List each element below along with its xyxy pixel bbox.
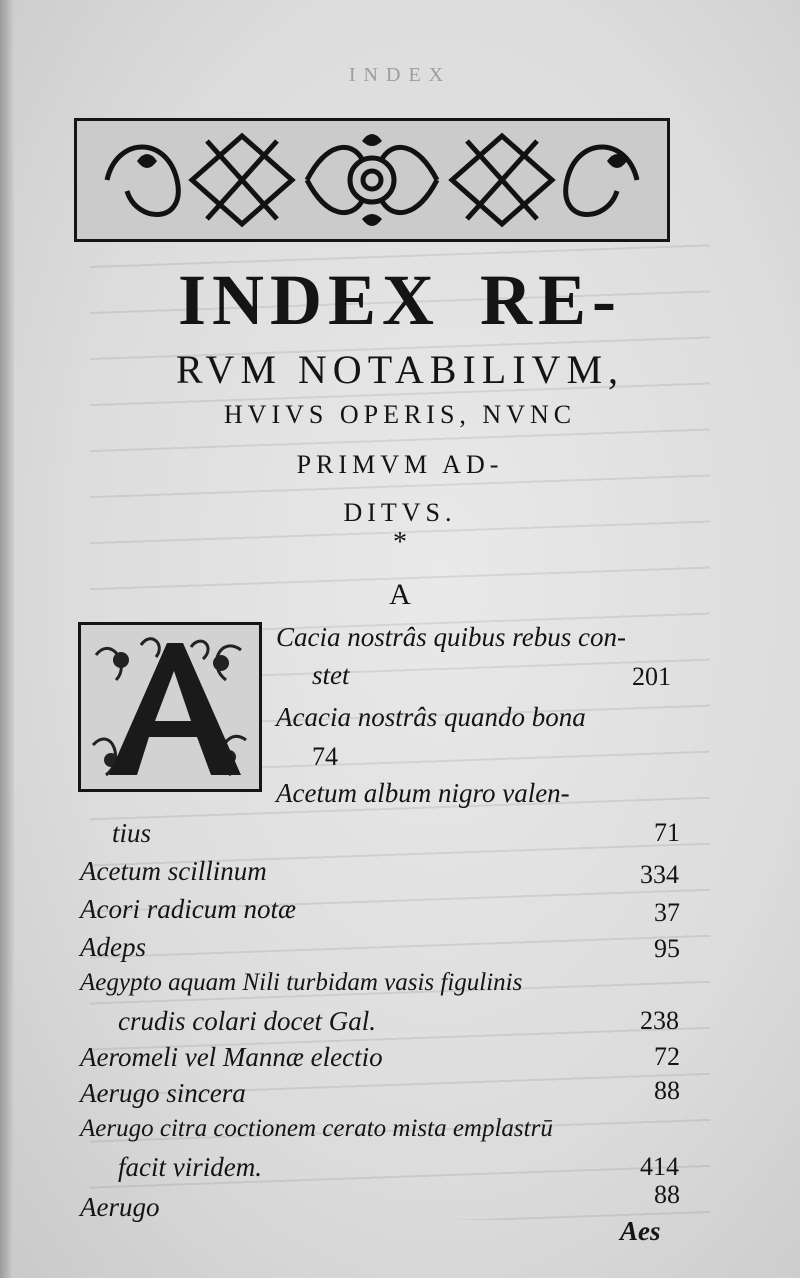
entry-6-page: 95 xyxy=(654,934,680,963)
entry-1-line-1: Cacia nostrâs quibus rebus con- xyxy=(276,622,626,652)
decorated-initial-a xyxy=(78,622,262,792)
entry-10-line-1: Aerugo citra coctionem cerato mista emplastrū xyxy=(80,1115,553,1142)
entry-7-line-2: crudis colari docet Gal. xyxy=(118,1006,376,1036)
entry-2-page: 74 xyxy=(312,742,338,771)
page-edge-shadow xyxy=(0,0,14,1278)
entry-8-page: 72 xyxy=(654,1042,680,1071)
entry-7-page: 238 xyxy=(640,1006,679,1035)
title-line-4: PRIMVM AD- xyxy=(296,450,504,479)
title-line-3: HVIVS OPERIS, NVNC xyxy=(223,400,577,429)
running-head: INDEX xyxy=(348,64,452,86)
title-word-re: RE- xyxy=(480,260,623,340)
entry-11-line-1: Aerugo xyxy=(80,1192,160,1222)
entry-9-page: 88 xyxy=(654,1076,680,1105)
title-line-5: DITVS. xyxy=(343,498,457,527)
entry-4-line-1: Acetum scillinum xyxy=(80,856,267,886)
catchword: Aes xyxy=(620,1216,661,1246)
entry-8-line-1: Aeromeli vel Mannæ electio xyxy=(80,1042,383,1072)
entry-1-page: 201 xyxy=(632,662,671,691)
entry-3-page: 71 xyxy=(654,818,680,847)
asterisk-ornament: * xyxy=(393,527,407,558)
entry-5-page: 37 xyxy=(654,898,680,927)
entry-4-page: 334 xyxy=(640,860,679,889)
entry-7-line-1: Aegypto aquam Nili turbidam vasis figulinis xyxy=(80,969,523,996)
title-line-1 xyxy=(0,262,800,338)
section-letter: A xyxy=(389,578,411,611)
entry-11-page: 88 xyxy=(654,1180,680,1209)
title-word-index: INDEX xyxy=(177,260,441,340)
entry-10-page: 414 xyxy=(640,1152,679,1181)
entry-1-line-2: stet xyxy=(312,660,350,690)
entry-10-line-2: facit viridem. xyxy=(118,1152,262,1182)
entry-5-line-1: Acori radicum notæ xyxy=(80,894,296,924)
entry-6-line-1: Adeps xyxy=(80,932,146,962)
title-line-2: RVM NOTABILIVM, xyxy=(175,347,625,392)
entry-9-line-1: Aerugo sincera xyxy=(80,1078,246,1108)
entry-3-line-1: Acetum album nigro valen- xyxy=(276,778,570,808)
ornamental-headpiece xyxy=(74,118,670,242)
entry-3-line-2: tius xyxy=(112,818,152,848)
entry-2-line-1: Acacia nostrâs quando bona xyxy=(276,702,586,732)
